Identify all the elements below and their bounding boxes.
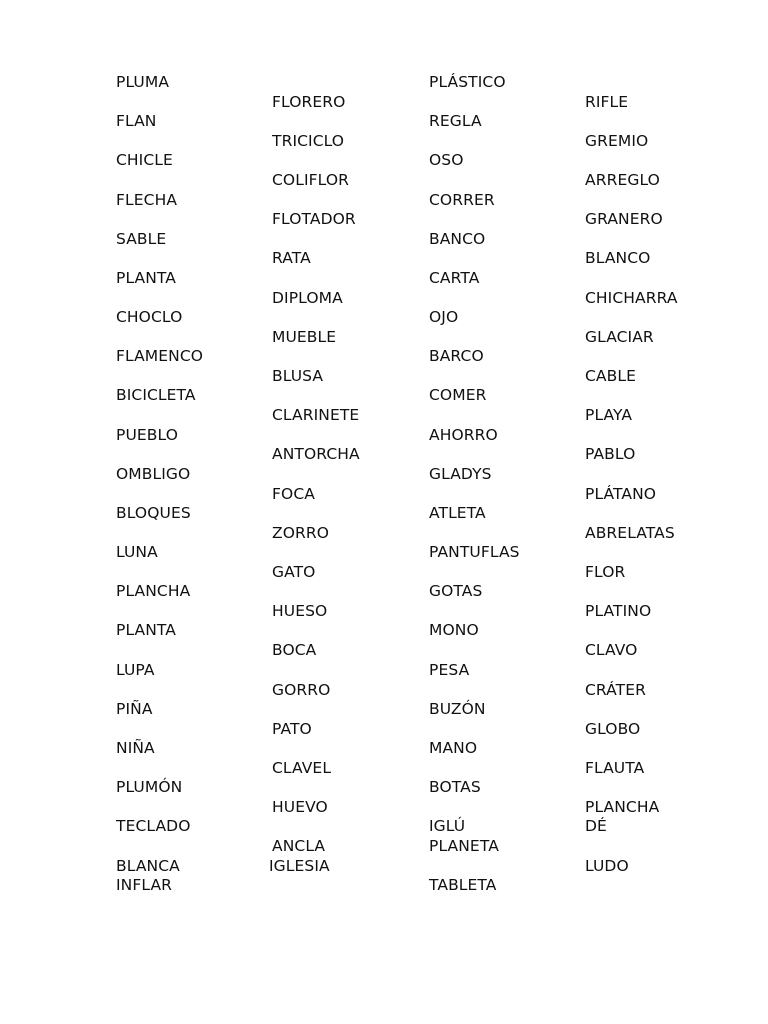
word-item: BLUSA [272,367,324,385]
word-item: FLAN [116,112,157,130]
word-item: OJO [429,308,459,326]
word-item: FLOR [585,563,626,581]
word-item: PLANTA [116,269,177,287]
word-item: LUNA [116,543,158,561]
word-item: MUEBLE [272,328,337,346]
word-item: LUDO [585,857,629,875]
word-item: PLAYA [585,406,633,424]
word-item: PLATINO [585,602,652,620]
word-item: MONO [429,621,479,639]
word-item: GREMIO [585,132,649,150]
word-item: LUPA [116,661,155,679]
word-item: ANCLA [272,837,326,855]
word-item: AHORRO [429,426,498,444]
word-item: COLIFLOR [272,171,349,189]
word-item: ZORRO [272,524,330,542]
word-item: FLAMENCO [116,347,204,365]
word-item: PLÁTANO [585,485,657,503]
word-item: CLARINETE [272,406,360,424]
word-item: MANO [429,739,478,757]
word-item: RIFLE [585,93,629,111]
word-item: ATLETA [429,504,486,522]
word-item: REGLA [429,112,482,130]
word-item: PATO [272,720,312,738]
word-item: TRICICLO [272,132,345,150]
word-item: BARCO [429,347,484,365]
word-item: OMBLIGO [116,465,191,483]
word-item: RATA [272,249,311,267]
word-item: PANTUFLAS [429,543,520,561]
word-item: PLANCHA [585,798,660,816]
word-item: DÉ [585,817,607,835]
word-item: CLAVO [585,641,638,659]
word-item: HUEVO [272,798,328,816]
word-item: GLACIAR [585,328,654,346]
word-item: PLÁSTICO [429,73,506,91]
word-item: CHICHARRA [585,289,678,307]
word-item: FOCA [272,485,315,503]
word-item: HUESO [272,602,328,620]
word-item: GRANERO [585,210,663,228]
word-item: IGLÚ [429,817,466,835]
word-item: PLANETA [429,837,499,855]
word-item: PLANCHA [116,582,191,600]
word-item: BLOQUES [116,504,191,522]
word-item: GLADYS [429,465,492,483]
word-item: BANCO [429,230,486,248]
word-item: DIPLOMA [272,289,343,307]
word-item: BOCA [272,641,317,659]
word-item: FLORERO [272,93,346,111]
word-item: CHOCLO [116,308,183,326]
word-item: PABLO [585,445,636,463]
word-item: CLAVEL [272,759,332,777]
word-item: GOTAS [429,582,483,600]
word-item: PLUMÓN [116,778,183,796]
word-item: CORRER [429,191,495,209]
word-item: FLECHA [116,191,178,209]
word-item: ABRELATAS [585,524,675,542]
word-item: FLOTADOR [272,210,356,228]
word-item: ANTORCHA [272,445,360,463]
word-item: CRÁTER [585,681,646,699]
word-item: PIÑA [116,700,153,718]
word-item: PESA [429,661,470,679]
word-item: FLAUTA [585,759,645,777]
word-item: INFLAR [116,876,173,894]
word-item: CABLE [585,367,636,385]
word-item: BICICLETA [116,386,196,404]
word-item: PLUMA [116,73,170,91]
word-item: PUEBLO [116,426,179,444]
word-item: SABLE [116,230,167,248]
word-item: CARTA [429,269,480,287]
word-item: GLOBO [585,720,641,738]
word-item: COMER [429,386,487,404]
word-item: BUZÓN [429,700,486,718]
word-item: OSO [429,151,464,169]
word-item: BLANCA [116,857,180,875]
word-item: BLANCO [585,249,651,267]
word-item: GORRO [272,681,331,699]
word-item: ARREGLO [585,171,660,189]
word-item: IGLESIA [269,857,330,875]
word-item: TABLETA [429,876,497,894]
word-item: GATO [272,563,316,581]
word-item: BOTAS [429,778,481,796]
word-item: TECLADO [116,817,191,835]
word-item: NIÑA [116,739,155,757]
word-item: PLANTA [116,621,177,639]
word-item: CHICLE [116,151,173,169]
